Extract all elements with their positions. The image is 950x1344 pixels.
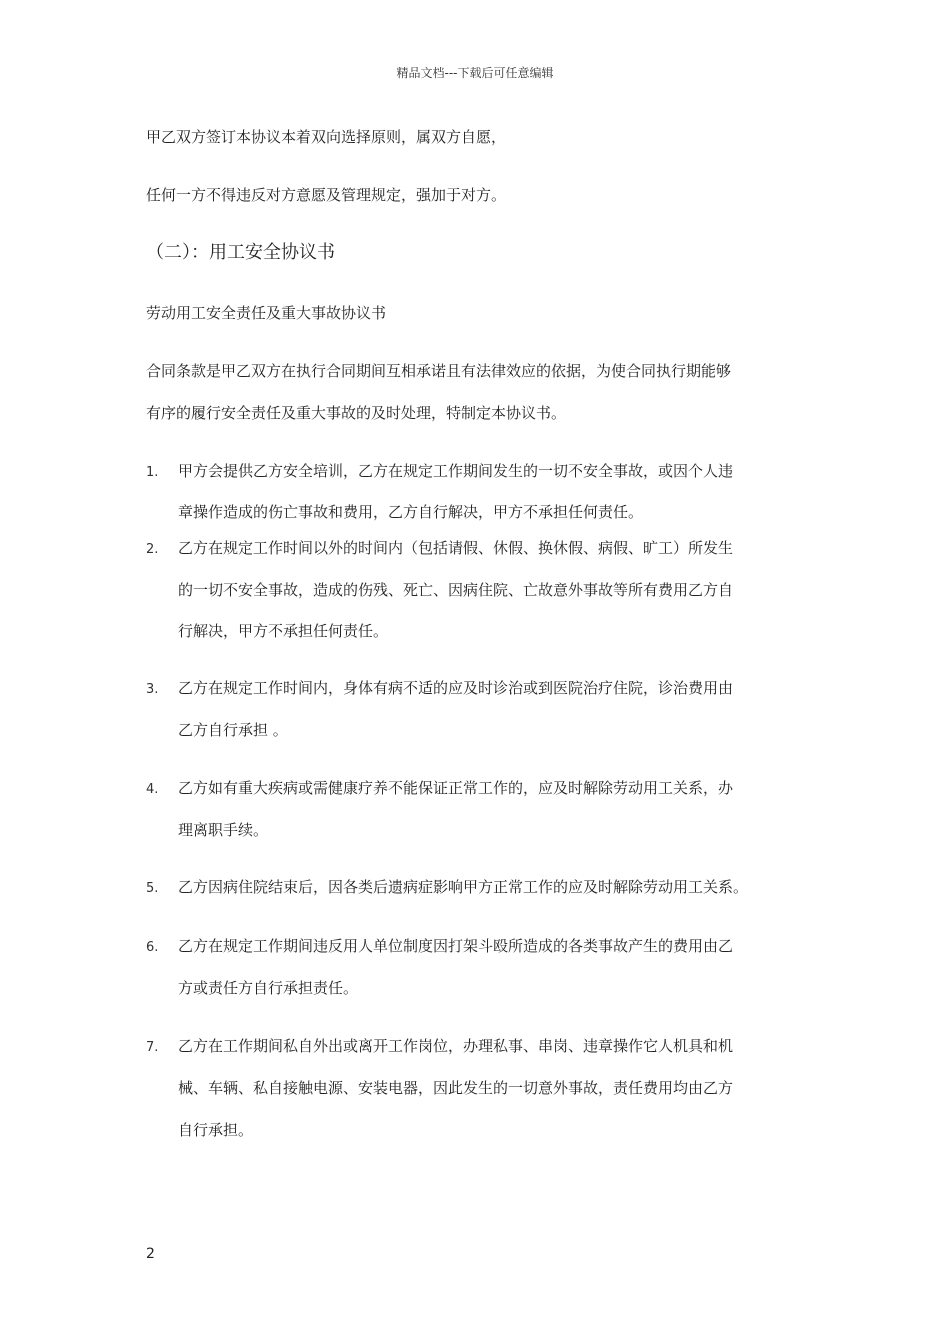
intro-line-2: 任何一方不得违反对方意愿及管理规定，强加于对方。 [146,186,507,204]
intro-line-1: 甲乙双方签订本协议本着双向选择原则，属双方自愿， [146,128,507,146]
list-item-line: 行解决，甲方不承担任何责任。 [178,622,389,640]
list-item-line: 械、车辆、私自接触电源、安装电器，因此发生的一切意外事故，责任费用均由乙方 [178,1079,734,1097]
list-item-line: 理离职手续。 [178,821,269,839]
list-item-line: 乙方因病住院结束后，因各类后遗病症影响甲方正常工作的应及时解除劳动用工关系。 [178,878,749,896]
list-item-number: 6. [146,940,159,955]
preamble-line-2: 有序的履行安全责任及重大事故的及时处理，特制定本协议书。 [146,404,567,422]
list-item-line: 自行承担。 [178,1121,254,1139]
list-item-line: 乙方在规定工作期间违反用人单位制度因打架斗殴所造成的各类事故产生的费用由乙 [178,937,734,955]
list-item-line: 方或责任方自行承担责任。 [178,979,359,997]
list-item-line: 乙方在工作期间私自外出或离开工作岗位，办理私事、串岗、违章操作它人机具和机 [178,1037,734,1055]
list-item-line: 甲方会提供乙方安全培训，乙方在规定工作期间发生的一切不安全事故，或因个人违 [178,462,734,480]
list-item-line: 乙方如有重大疾病或需健康疗养不能保证正常工作的，应及时解除劳动用工关系，办 [178,779,734,797]
section-subtitle: 劳动用工安全责任及重大事故协议书 [146,304,387,322]
page-header: 精品文档---下载后可任意编辑 [396,66,554,80]
list-item-line: 章操作造成的伤亡事故和费用，乙方自行解决，甲方不承担任何责任。 [178,503,644,521]
preamble-line-1: 合同条款是甲乙双方在执行合同期间互相承诺且有法律效应的依据，为使合同执行期能够 [146,362,732,380]
list-item-number: 1. [146,465,159,480]
list-item-number: 5. [146,881,159,896]
list-item-line: 乙方自行承担 。 [178,721,288,739]
list-item-line: 乙方在规定工作时间内，身体有病不适的应及时诊治或到医院治疗住院，诊治费用由 [178,679,734,697]
page-number: 2 [146,1246,155,1262]
section-title: （二）：用工安全协议书 [146,242,335,263]
list-item-number: 3. [146,682,159,697]
list-item-number: 4. [146,782,159,797]
list-item-number: 7. [146,1040,159,1055]
list-item-number: 2. [146,542,159,557]
list-item-line: 的一切不安全事故，造成的伤残、死亡、因病住院、亡故意外事故等所有费用乙方自 [178,581,734,599]
list-item-line: 乙方在规定工作时间以外的时间内（包括请假、休假、换休假、病假、旷工）所发生 [178,539,734,557]
